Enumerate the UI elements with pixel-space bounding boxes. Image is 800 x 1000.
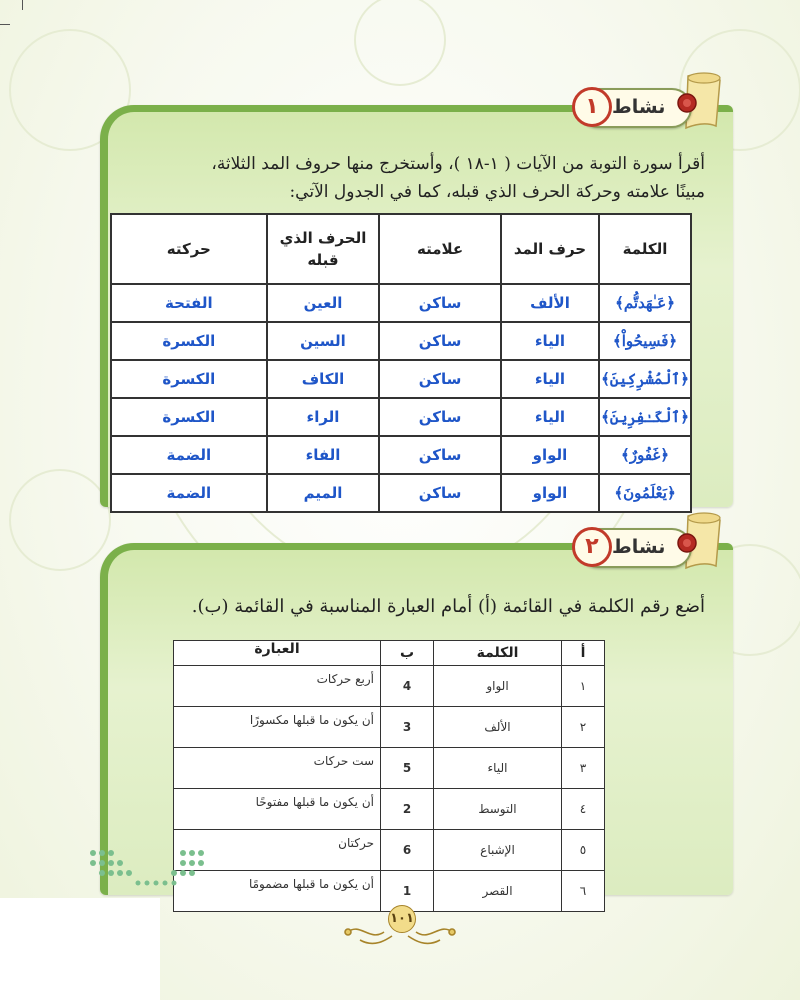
activity-1-badge bbox=[585, 70, 730, 130]
cell-prev: السين bbox=[267, 322, 380, 360]
matching-table bbox=[173, 640, 605, 912]
cell-word: الإشباع bbox=[434, 830, 562, 871]
header-prev-letter bbox=[267, 214, 380, 284]
cell-prev: الفاء bbox=[267, 436, 380, 474]
table-row bbox=[111, 436, 691, 474]
header-prev-letter-line2: قبله bbox=[307, 251, 339, 269]
cell-sign: ساكن bbox=[379, 322, 501, 360]
table-row bbox=[174, 666, 605, 707]
table-row bbox=[111, 322, 691, 360]
cell-phrase: أن يكون ما قبلها مكسورًا bbox=[174, 707, 381, 748]
cell-sign: ساكن bbox=[379, 284, 501, 322]
crop-mark bbox=[22, 0, 23, 10]
header-madd-letter: حرف المد bbox=[501, 214, 599, 284]
table-header-row bbox=[111, 214, 691, 284]
cell-number: ٣ bbox=[562, 748, 605, 789]
table-row bbox=[111, 474, 691, 512]
cell-phrase: ست حركات bbox=[174, 748, 381, 789]
cell-prev: العين bbox=[267, 284, 380, 322]
cell-sign: ساكن bbox=[379, 398, 501, 436]
activity-1-number: ١ bbox=[572, 87, 612, 127]
wax-seal-icon bbox=[676, 92, 698, 114]
activity-2-number: ٢ bbox=[572, 527, 612, 567]
cell-vowel: الكسرة bbox=[111, 398, 267, 436]
cell-madd: الواو bbox=[501, 436, 599, 474]
cell-madd: الياء bbox=[501, 322, 599, 360]
answer-field[interactable]: 2 bbox=[381, 789, 434, 830]
cell-word: القصر bbox=[434, 871, 562, 912]
header-prev-letter-line1: الحرف الذي bbox=[279, 229, 367, 247]
cell-madd: الياء bbox=[501, 360, 599, 398]
cell-madd: الياء bbox=[501, 398, 599, 436]
instruction-line-1: أقرأ سورة التوبة من الآيات ( ١-١٨ )، وأستخرج منها حروف المد الثلاثة، bbox=[211, 154, 705, 174]
answer-field[interactable]: 5 bbox=[381, 748, 434, 789]
table-row bbox=[174, 748, 605, 789]
header-sign: علامته bbox=[379, 214, 501, 284]
cell-number: ٤ bbox=[562, 789, 605, 830]
cell-prev: الكاف bbox=[267, 360, 380, 398]
cell-vowel: الضمة bbox=[111, 474, 267, 512]
answer-field[interactable]: 6 bbox=[381, 830, 434, 871]
cell-sign: ساكن bbox=[379, 474, 501, 512]
answer-field[interactable]: 3 bbox=[381, 707, 434, 748]
cell-phrase: أربع حركات bbox=[174, 666, 381, 707]
madd-letters-table bbox=[110, 213, 692, 513]
header-list-a: أ bbox=[562, 641, 605, 666]
instruction-line-2: مبينًا علامته وحركة الحرف الذي قبله، كما في الجدول الآتي: bbox=[289, 182, 705, 202]
activity-2-title: نشاط bbox=[612, 536, 666, 558]
cell-word: الواو bbox=[434, 666, 562, 707]
cell-word: ﴿ٱلْكَـٰفِرِينَ﴾ bbox=[599, 398, 691, 436]
cell-number: ٦ bbox=[562, 871, 605, 912]
cell-prev: الميم bbox=[267, 474, 380, 512]
cell-prev: الراء bbox=[267, 398, 380, 436]
answer-field[interactable]: 4 bbox=[381, 666, 434, 707]
dot-pattern-ornament bbox=[88, 845, 213, 890]
table-row bbox=[174, 789, 605, 830]
page-number: ١٠١ bbox=[388, 905, 416, 933]
header-phrase: العبارة bbox=[174, 641, 381, 666]
answer-field[interactable]: 1 bbox=[381, 871, 434, 912]
header-vowel: حركته bbox=[111, 214, 267, 284]
cell-word: ﴿يَعْلَمُونَ﴾ bbox=[599, 474, 691, 512]
activity-2-instruction: أضع رقم الكلمة في القائمة (أ) أمام العبارة المناسبة في القائمة (ب). bbox=[191, 596, 705, 617]
table-row bbox=[111, 398, 691, 436]
table-row bbox=[111, 360, 691, 398]
cell-word: الياء bbox=[434, 748, 562, 789]
cell-word: التوسط bbox=[434, 789, 562, 830]
blank-corner-box bbox=[0, 898, 160, 1000]
header-list-b: ب bbox=[381, 641, 434, 666]
cell-word: ﴿غَفُورٌ﴾ bbox=[599, 436, 691, 474]
cell-sign: ساكن bbox=[379, 436, 501, 474]
cell-word: ﴿ٱلْمُشْرِكِينَ﴾ bbox=[599, 360, 691, 398]
cell-sign: ساكن bbox=[379, 360, 501, 398]
table-row bbox=[174, 707, 605, 748]
cell-phrase: أن يكون ما قبلها مفتوحًا bbox=[174, 789, 381, 830]
cell-vowel: الفتحة bbox=[111, 284, 267, 322]
cell-madd: الواو bbox=[501, 474, 599, 512]
table-header-row bbox=[174, 641, 605, 666]
cell-number: ٥ bbox=[562, 830, 605, 871]
activity-1-title: نشاط bbox=[612, 96, 666, 118]
activity-1-instruction bbox=[105, 150, 705, 206]
wax-seal-icon bbox=[676, 532, 698, 554]
header-word: الكلمة bbox=[434, 641, 562, 666]
cell-word: الألف bbox=[434, 707, 562, 748]
cell-madd: الألف bbox=[501, 284, 599, 322]
activity-2-label bbox=[578, 528, 692, 568]
table-row bbox=[174, 830, 605, 871]
crop-mark bbox=[0, 24, 10, 25]
cell-word: ﴿عَـٰهَدتُّم﴾ bbox=[599, 284, 691, 322]
activity-2-badge bbox=[585, 510, 730, 570]
cell-number: ٢ bbox=[562, 707, 605, 748]
cell-vowel: الكسرة bbox=[111, 360, 267, 398]
table-row bbox=[111, 284, 691, 322]
cell-number: ١ bbox=[562, 666, 605, 707]
cell-vowel: الكسرة bbox=[111, 322, 267, 360]
cell-word: ﴿فَسِيحُواْ﴾ bbox=[599, 322, 691, 360]
activity-1-label bbox=[578, 88, 692, 128]
header-word: الكلمة bbox=[599, 214, 691, 284]
cell-phrase: حركتان bbox=[174, 830, 381, 871]
cell-phrase: أن يكون ما قبلها مضمومًا bbox=[174, 871, 381, 912]
cell-vowel: الضمة bbox=[111, 436, 267, 474]
